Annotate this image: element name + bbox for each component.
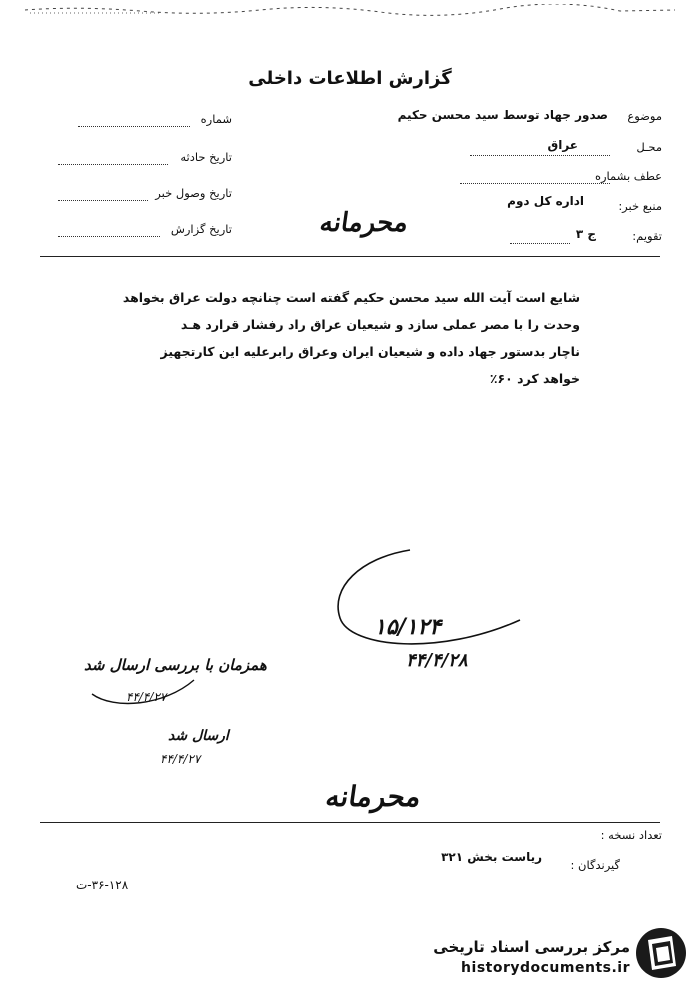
watermark-title: مرکز بررسی اسناد تاریخی [433, 938, 630, 956]
footer-divider [40, 822, 660, 823]
form-code: ۳۶-۱۲۸-ت [76, 878, 129, 892]
confidential-stamp-top: محرمانه [317, 208, 411, 238]
copies-label: تعداد نسخه : [600, 828, 662, 842]
report-body [120, 284, 580, 392]
place-dots [470, 155, 610, 156]
confidential-stamp-bottom: محرمانه [323, 780, 424, 813]
handwritten-note-2: ارسال شد [168, 728, 229, 744]
handwritten-note-2-date: ۴۴/۴/۲۷ [160, 752, 201, 766]
body-line-3: ناچار بدستور جهاد داده و شیعیان ایران وعراق رابرعلیه این کارتجهیز [160, 344, 580, 359]
ref-label: عطف بشماره [594, 169, 662, 183]
body-line-1: شایع است آیت الله سید محسن حکیم گفته است چنانچه دولت عراق بخواهد [122, 290, 580, 305]
place-value: عراق [547, 138, 578, 152]
incident-date-dots [58, 164, 168, 165]
watermark-url: historydocuments.ir [461, 960, 630, 976]
incident-date-label: تاریخ حادثه [180, 150, 232, 164]
source-value: اداره کل دوم [507, 194, 584, 208]
body-line-4: خواهد کرد ۶۰٪ [489, 371, 580, 386]
handwritten-note-1: همزمان با بررسی ارسال شد [84, 656, 267, 674]
number-label: شماره [200, 112, 232, 126]
recipients-value: ریاست بخش ۳۲۱ [441, 850, 542, 864]
scan-noise-top [20, 4, 680, 16]
received-date-dots [58, 200, 148, 201]
report-date-label: تاریخ گزارش [170, 222, 232, 236]
number-dots [78, 126, 190, 127]
report-title: گزارش اطلاعات داخلی [248, 68, 452, 89]
report-date-dots [58, 236, 160, 237]
ref-dots [460, 183, 610, 184]
archive-logo-icon [634, 926, 688, 980]
signature-swoosh [320, 548, 540, 658]
handwritten-number-1: ۱۵/۱۲۴ [374, 614, 442, 640]
calendar-value: ج ۳ [575, 227, 596, 241]
handwritten-number-2: ۴۴/۴/۲۸ [406, 650, 468, 671]
body-line-2: وحدت را با مصر عملی سازد و شیعیان عراق راد رفشار قرارد هـد [180, 317, 580, 332]
received-date-label: تاریخ وصول خبر [155, 186, 232, 200]
subject-label: موضوع [627, 109, 662, 123]
header-divider [40, 256, 660, 257]
subject-value: صدور جهاد توسط سید محسن حکیم [397, 108, 608, 122]
place-label: محـل [636, 140, 662, 154]
recipients-label: گیرندگان : [570, 858, 620, 872]
calendar-label: تقویم: [632, 229, 662, 243]
source-label: منبع خبر: [618, 199, 662, 213]
calendar-dots [510, 243, 570, 244]
handwritten-note-1-date: ۴۴/۴/۲۷ [126, 690, 167, 704]
